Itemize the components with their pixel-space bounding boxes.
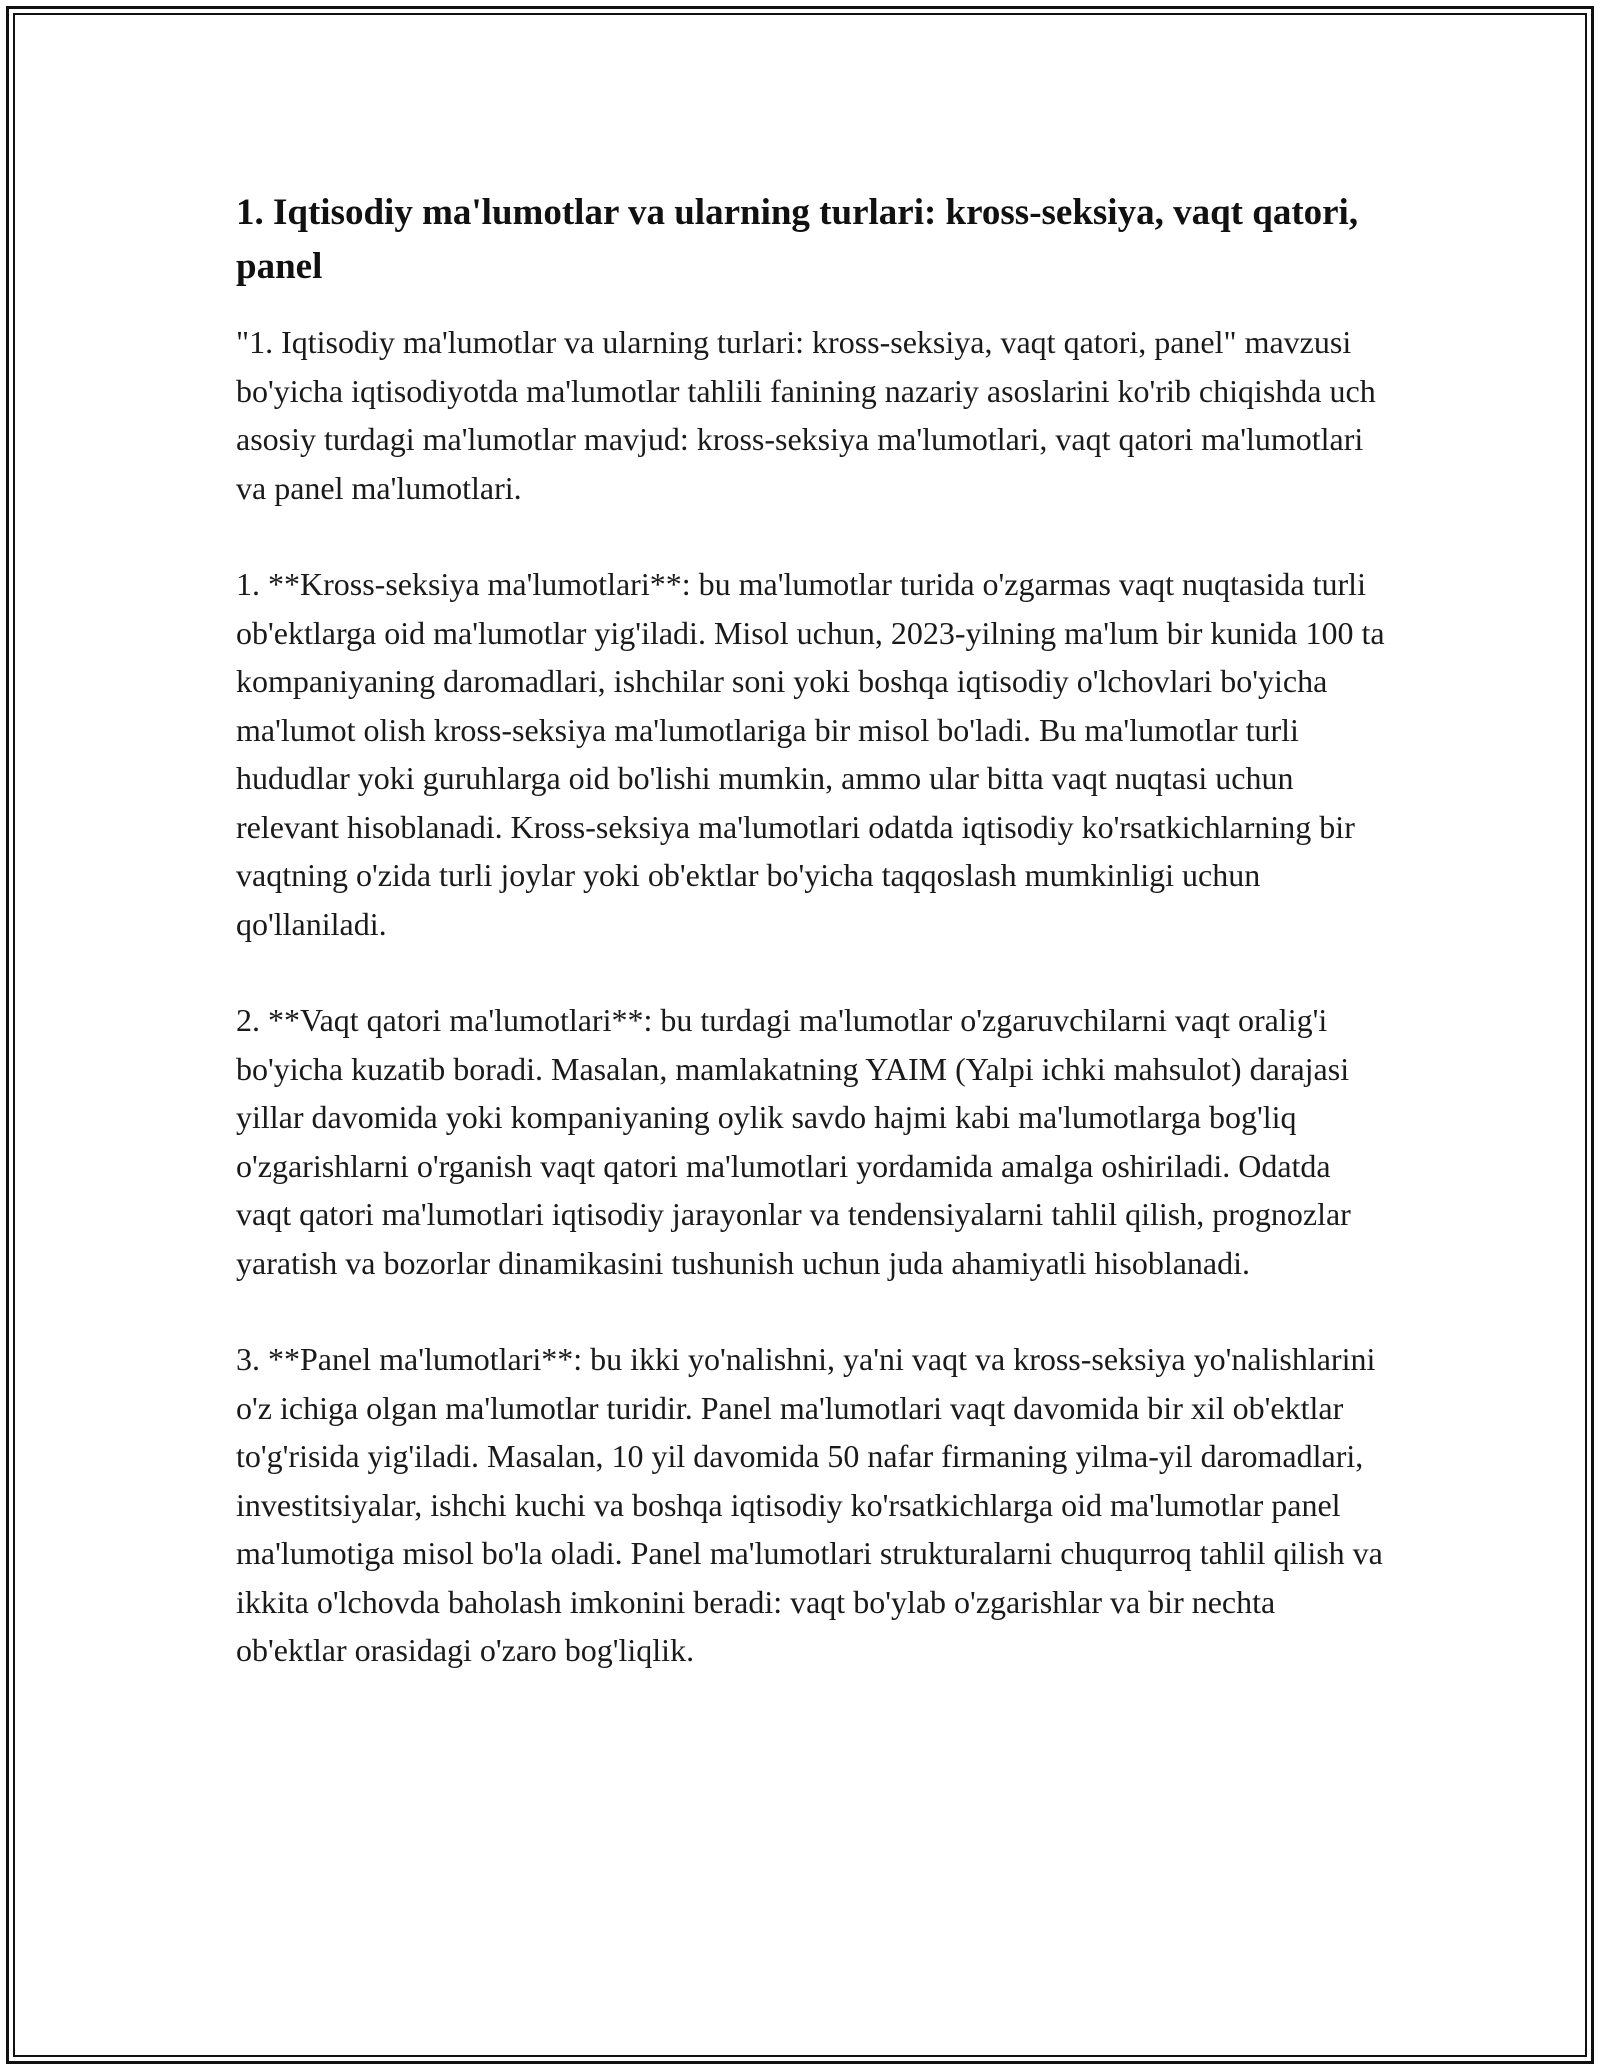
cross-section-paragraph: 1. **Kross-seksiya ma'lumotlari**: bu ma'lumotlar turida o'zgarmas vaqt nuqtasida turli ob'ektlarga oid ma'lumotlar yig'iladi. Misol uchun, 2023-yilning ma'lum bir kunida 100 ta kompaniyaning daromadlari, ishchilar soni yoki boshqa iqtisodiy o'lchovlari bo'yicha ma'lumot olish kross-seksiya ma'lumotlariga bir misol bo'ladi. Bu ma'lumotlar turli hududlar yoki guruhlarga oid bo'lishi mumkin, ammo ular bitta vaqt nuqtasi uchun relevant hisoblanadi. Kross-seksiya ma'lumotlari odatda iqtisodiy ko'rsatkichlarning bir vaqtning o'zida turli joylar yoki ob'ektlar bo'yicha taqqoslash mumkinligi uchun qo'llaniladi.	[236, 566, 1385, 942]
page-title: 1. Iqtisodiy ma'lumotlar va ularning turlari: kross-seksiya, vaqt qatori, panel	[236, 192, 1359, 287]
panel-data-paragraph: 3. **Panel ma'lumotlari**: bu ikki yo'nalishni, ya'ni vaqt va kross-seksiya yo'nalishlarini o'z ichiga olgan ma'lumotlar turidir. Panel ma'lumotlari vaqt davomida bir xil ob'ektlar to'g'risida yig'iladi. Masalan, 10 yil davomida 50 nafar firmaning yilma-yil daromadlari, investitsiyalar, ishchi kuchi va boshqa iqtisodiy ko'rsatkichlarga oid ma'lumotlar panel ma'lumotiga misol bo'la oladi. Panel ma'lumotlari strukturalarni chuqurroq tahlil qilish va ikkita o'lchovda baholash imkonini beradi: vaqt bo'ylab o'zgarishlar va bir nechta ob'ektlar orasidagi o'zaro bog'liqlik.	[236, 1341, 1383, 1668]
intro-paragraph: "1. Iqtisodiy ma'lumotlar va ularning turlari: kross-seksiya, vaqt qatori, panel" mavzusi bo'yicha iqtisodiyotda ma'lumotlar tahlili fanining nazariy asoslarini ko'rib chiqishda uch asosiy turdagi ma'lumotlar mavjud: kross-seksiya ma'lumotlari, vaqt qatori ma'lumotlari va panel ma'lumotlari.	[236, 324, 1376, 506]
document-body	[236, 186, 1386, 1723]
time-series-paragraph: 2. **Vaqt qatori ma'lumotlari**: bu turdagi ma'lumotlar o'zgaruvchilarni vaqt oralig'i bo'yicha kuzatib boradi. Masalan, mamlakatning YAIM (Yalpi ichki mahsulot) darajasi yillar davomida yoki kompaniyaning oylik savdo hajmi kabi ma'lumotlarga bog'liq o'zgarishlarni o'rganish vaqt qatori ma'lumotlari yordamida amalga oshiriladi. Odatda vaqt qatori ma'lumotlari iqtisodiy jarayonlar va tendensiyalarni tahlil qilish, prognozlar yaratish va bozorlar dinamikasini tushunish uchun juda ahamiyatli hisoblanadi.	[236, 1002, 1351, 1281]
